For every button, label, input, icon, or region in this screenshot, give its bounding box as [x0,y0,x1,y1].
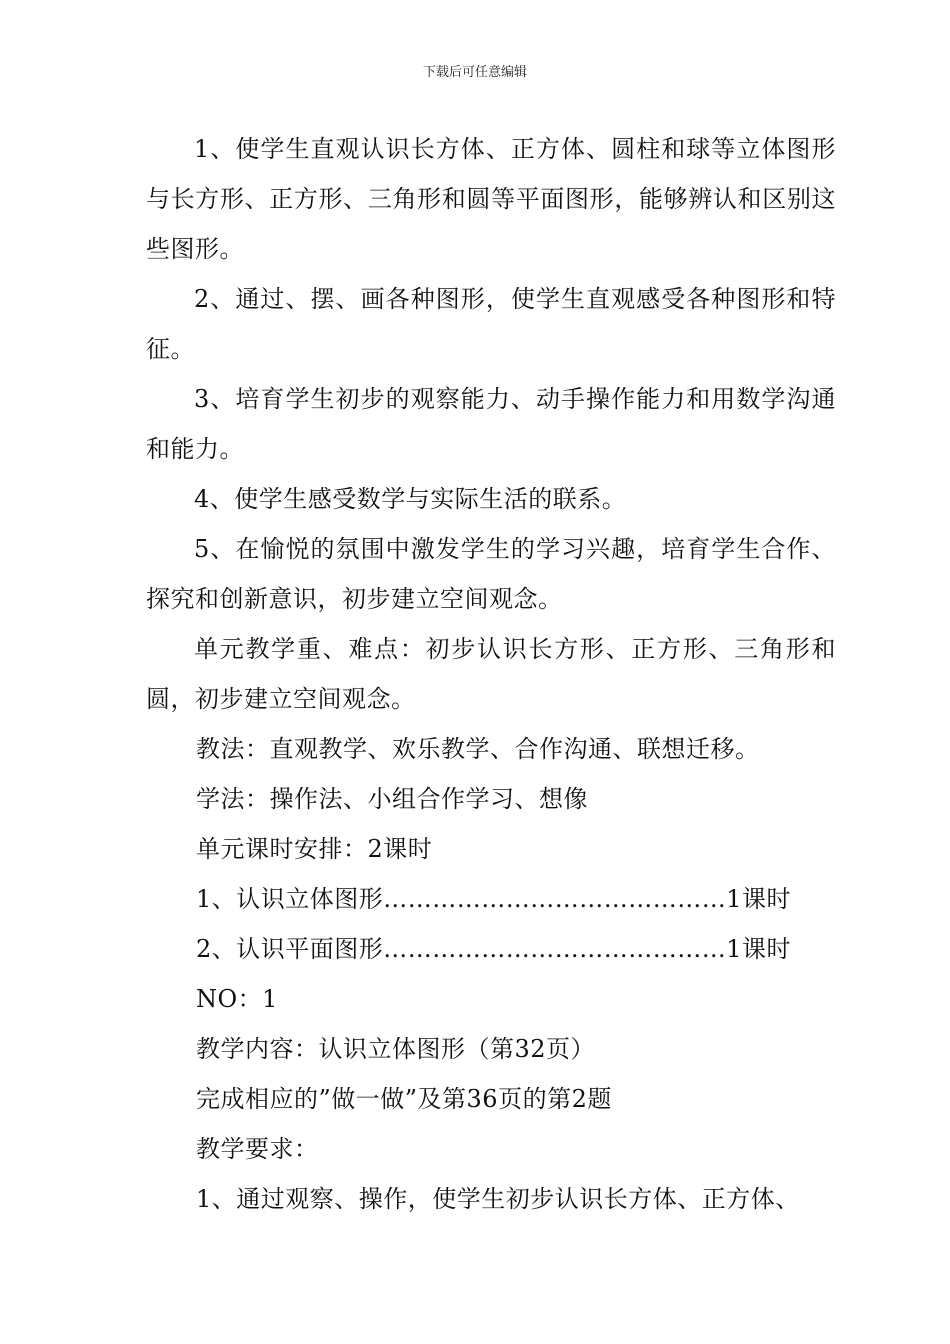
paragraph-goal-4: 4、使学生感受数学与实际生活的联系。 [194,485,627,513]
paragraph-goal-2: 2、通过、摆、画各种图形，使学生直观感受各种图形和特征。 [146,285,836,363]
line-exercise: 完成相应的”做一做”及第36页的第2题 [196,1085,612,1113]
document-body [146,124,836,1224]
line-learning-method: 学法：操作法、小组合作学习、想像 [196,785,588,813]
line-requirement-1: 1、通过观察、操作，使学生初步认识长方体、正方体、 [196,1185,800,1213]
paragraph-key-points: 单元教学重、难点：初步认识长方形、正方形、三角形和圆，初步建立空间观念。 [146,635,836,713]
paragraph-goal-5: 5、在愉悦的氛围中激发学生的学习兴趣，培育学生合作、探究和创新意识，初步建立空间观念。 [146,535,836,613]
line-lesson-2: 2、认识平面图形……………………………………1课时 [196,935,792,963]
paragraph-goal-3: 3、培育学生初步的观察能力、动手操作能力和用数学沟通和能力。 [146,385,836,463]
line-lesson-number: NO：1 [196,985,278,1013]
page-header: 下载后可任意编辑 [422,65,527,80]
line-lesson-1: 1、认识立体图形……………………………………1课时 [196,885,792,913]
paragraph-goal-1: 1、使学生直观认识长方体、正方体、圆柱和球等立体图形与长方形、正方形、三角形和圆等平面图形，能够辨认和区别这些图形。 [146,135,836,263]
line-teaching-content: 教学内容：认识立体图形（第32页） [196,1035,596,1063]
line-requirements-heading: 教学要求： [196,1135,319,1163]
line-lesson-schedule: 单元课时安排：2课时 [196,835,433,863]
line-teaching-method: 教法：直观教学、欢乐教学、合作沟通、联想迁移。 [196,735,760,763]
